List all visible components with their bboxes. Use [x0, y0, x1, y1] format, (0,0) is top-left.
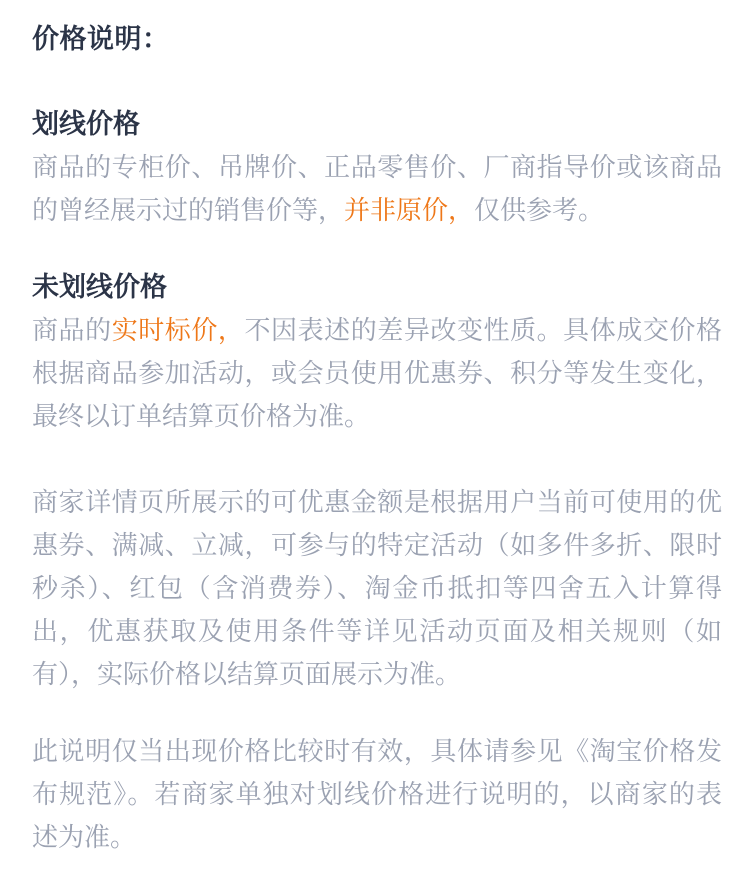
text-line — [32, 816, 722, 859]
text-segment: 出，优惠获取及使用条件等详见活动页面及相关规则（如 — [32, 616, 722, 646]
highlight-text: 并非原价， — [344, 195, 475, 225]
text-segment: 商家详情页所展示的可优惠金额是根据用户当前可使用的优 — [32, 487, 722, 517]
text-segment: 此说明仅当出现价格比较时有效，具体请参见《淘宝价格发 — [32, 736, 722, 766]
text-line — [32, 481, 722, 524]
heading-non-strikethrough-price: 未划线价格 — [32, 272, 167, 302]
text-line — [32, 730, 722, 773]
text-line — [32, 567, 722, 610]
text-segment: 商品的 — [32, 315, 112, 345]
text-segment: 仅供参考。 — [474, 195, 605, 225]
section-strikethrough-price — [32, 103, 722, 232]
text-segment: 最终以订单结算页价格为准。 — [32, 401, 371, 431]
paragraph-validity-note — [32, 730, 722, 859]
paragraph-non-strikethrough-price — [32, 309, 722, 438]
text-line — [32, 610, 722, 653]
section-discount-amount — [32, 481, 722, 696]
section-non-strikethrough-price — [32, 266, 722, 438]
text-segment: 布规范》。若商家单独对划线价格进行说明的，以商家的表 — [32, 779, 722, 809]
paragraph-strikethrough-price — [32, 146, 722, 232]
text-line — [32, 773, 722, 816]
text-segment: 商品的专柜价、吊牌价、正品零售价、厂商指导价或该商品 — [32, 152, 722, 182]
text-line — [32, 524, 722, 567]
text-segment: 不因表述的差异改变性质。具体成交价格 — [244, 315, 722, 345]
text-segment: 的曾经展示过的销售价等， — [32, 195, 345, 225]
text-line — [32, 395, 722, 438]
text-segment: 根据商品参加活动，或会员使用优惠券、积分等发生变化， — [32, 358, 722, 388]
text-line — [32, 352, 722, 395]
text-segment: 有），实际价格以结算页面展示为准。 — [32, 659, 462, 689]
text-line — [32, 309, 722, 352]
page-title: 价格说明： — [32, 24, 170, 54]
text-segment: 述为准。 — [32, 822, 137, 852]
text-segment: 秒杀）、红包（含消费券）、淘金币抵扣等四舍五入计算得 — [32, 573, 722, 603]
highlight-text: 实时标价， — [111, 315, 245, 345]
text-line — [32, 653, 722, 696]
section-validity-note — [32, 730, 722, 859]
paragraph-discount-amount — [32, 481, 722, 696]
text-segment: 惠券、满减、立减，可参与的特定活动（如多件多折、限时 — [32, 530, 722, 560]
text-line — [32, 189, 722, 232]
text-line — [32, 146, 722, 189]
heading-strikethrough-price: 划线价格 — [32, 109, 140, 139]
